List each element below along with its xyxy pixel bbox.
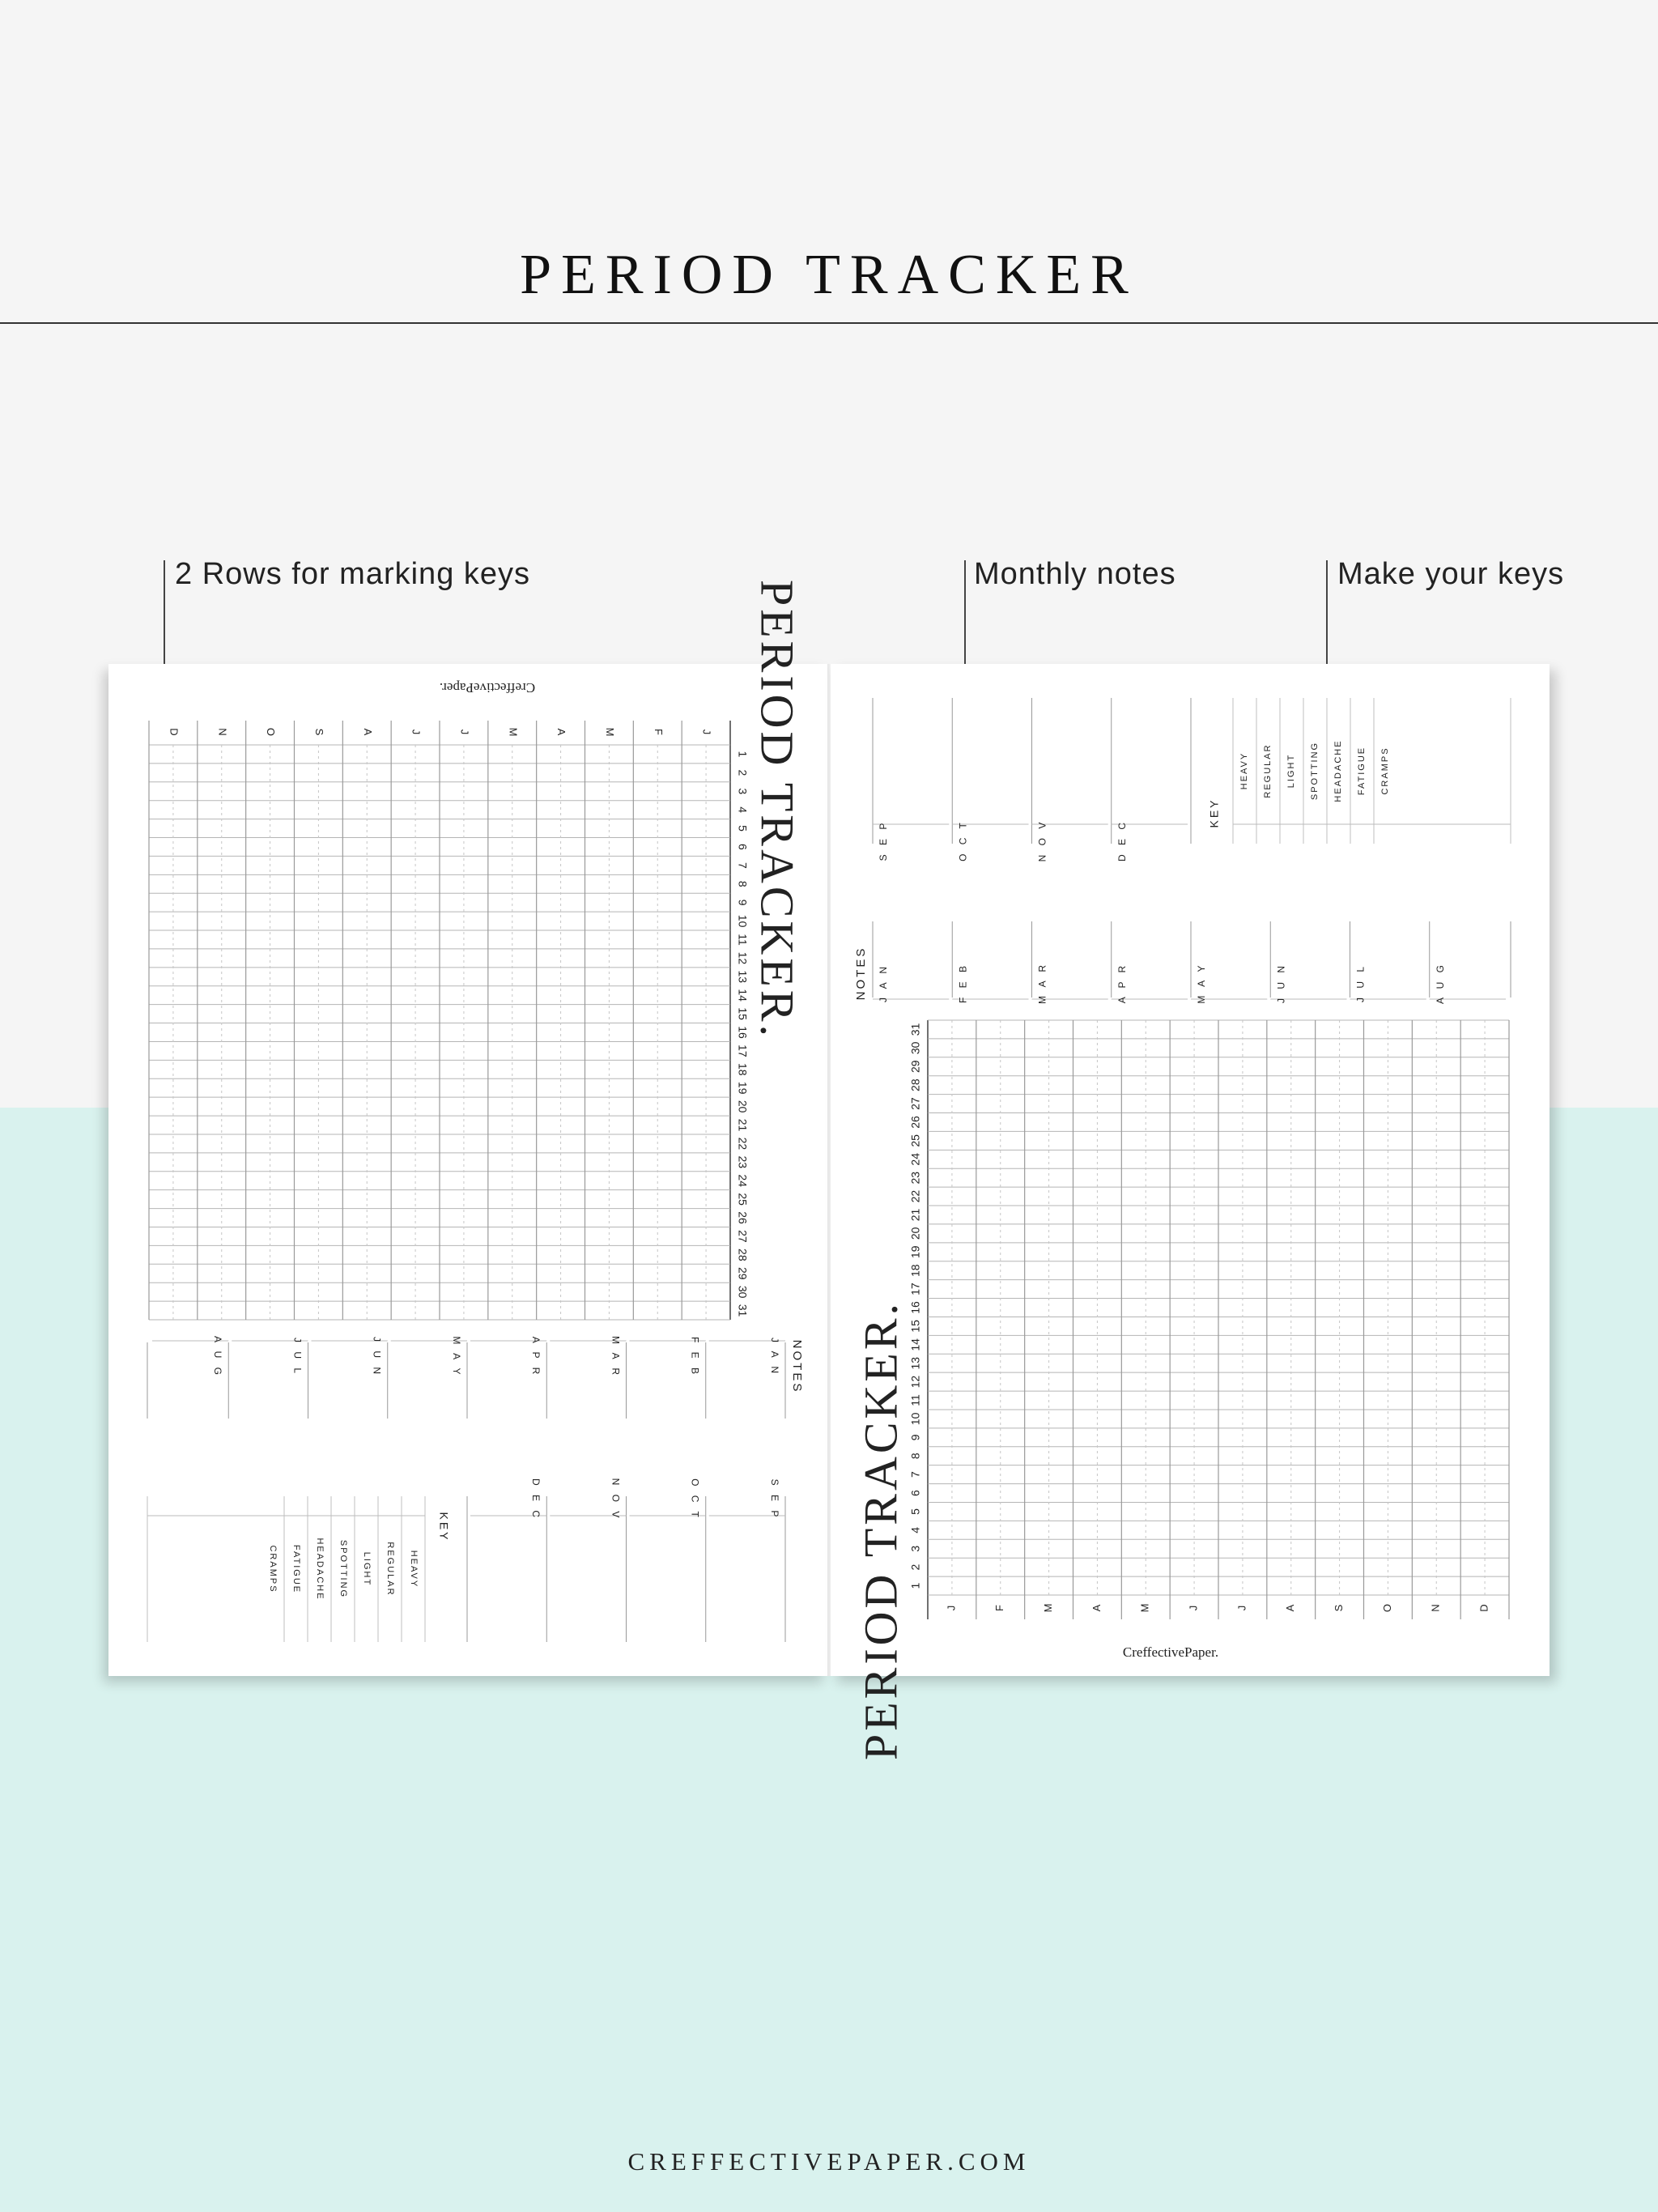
notes-row-1 — [147, 1336, 785, 1419]
month-label: J — [1187, 1605, 1200, 1611]
callout-rows-keys: 2 Rows for marking keys — [175, 557, 531, 591]
month-label: F — [993, 1605, 1006, 1611]
month-label: N — [1429, 1604, 1442, 1612]
day-number: 22 — [736, 1137, 750, 1151]
brand-mark: CreffectivePaper. — [1122, 1644, 1219, 1660]
day-number: 15 — [908, 1320, 922, 1333]
day-number: 24 — [736, 1174, 750, 1188]
month-label: A — [361, 728, 374, 736]
month-label: D — [168, 728, 181, 736]
month-label: M — [1138, 1603, 1151, 1613]
notes-month-label: J A N — [768, 1337, 780, 1377]
key-item: SPOTTING — [1309, 741, 1320, 801]
notes-month-label: M A Y — [1196, 962, 1208, 1004]
day-number: 14 — [736, 989, 750, 1002]
notes-row-1 — [873, 921, 1511, 1004]
key-block — [147, 1496, 467, 1642]
day-number: 1 — [736, 751, 750, 758]
day-number: 9 — [908, 1434, 922, 1441]
day-number: 4 — [736, 806, 750, 814]
key-item: CRAMPS — [1380, 747, 1390, 795]
day-number: 9 — [736, 899, 750, 906]
month-label: J — [1235, 1605, 1248, 1611]
key-item: SPOTTING — [338, 1539, 349, 1599]
month-label: J — [700, 729, 713, 735]
day-number: 28 — [908, 1078, 922, 1091]
month-label: J — [458, 729, 471, 735]
day-number: 19 — [908, 1245, 922, 1259]
day-number: 3 — [908, 1545, 922, 1552]
notes-month-label: N O V — [610, 1478, 622, 1521]
day-number: 15 — [736, 1007, 750, 1020]
day-number: 5 — [908, 1508, 922, 1515]
notes-label: NOTES — [790, 1339, 805, 1394]
day-number: 19 — [736, 1081, 750, 1095]
day-number: 31 — [908, 1023, 922, 1036]
day-number: 30 — [736, 1285, 750, 1299]
key-item: REGULAR — [385, 1542, 396, 1597]
day-number: 6 — [908, 1490, 922, 1496]
notes-month-label: A U G — [1434, 961, 1446, 1005]
day-number: 8 — [736, 880, 750, 887]
key-item: CRAMPS — [268, 1545, 278, 1593]
day-number: 7 — [908, 1471, 922, 1478]
day-number: 12 — [736, 951, 750, 965]
notes-month-label: O C T — [957, 819, 969, 861]
day-number: 13 — [908, 1356, 922, 1370]
key-item: HEAVY — [409, 1550, 419, 1589]
month-label: M — [603, 727, 616, 737]
planner-page-right — [831, 664, 1550, 1761]
banner-divider — [0, 322, 1658, 324]
month-label: O — [1380, 1603, 1393, 1613]
day-number: 28 — [736, 1249, 750, 1261]
day-number: 8 — [908, 1453, 922, 1460]
notes-month-label: A P R — [530, 1336, 542, 1378]
footer-url: CREFFECTIVEPAPER.COM — [627, 2147, 1031, 2176]
day-number: 17 — [908, 1283, 922, 1295]
day-number: 23 — [736, 1155, 750, 1169]
day-number: 29 — [736, 1266, 750, 1280]
key-item: REGULAR — [1262, 743, 1273, 798]
day-number: 21 — [736, 1118, 750, 1132]
brand-mark: CreffectivePaper. — [439, 680, 536, 696]
notes-month-label: J U L — [291, 1337, 304, 1377]
day-number: 18 — [736, 1063, 750, 1076]
notes-row-2 — [470, 1478, 785, 1642]
day-number: 30 — [908, 1041, 922, 1055]
notes-month-label: J A N — [878, 963, 890, 1003]
notes-month-label: N O V — [1036, 819, 1048, 862]
key-label: KEY — [1207, 798, 1221, 828]
notes-month-label: F E B — [957, 962, 969, 1004]
day-number: 24 — [908, 1152, 922, 1166]
tracker-grid — [909, 1020, 1509, 1619]
key-block — [1191, 698, 1511, 844]
day-number: 11 — [736, 934, 750, 946]
page-root — [147, 580, 804, 1642]
day-number: 29 — [908, 1060, 922, 1074]
tracker-title: PERIOD TRACKER. — [854, 1300, 908, 1761]
month-label: A — [555, 728, 568, 736]
day-number: 25 — [736, 1193, 750, 1206]
day-number: 10 — [736, 914, 750, 928]
day-number: 22 — [908, 1189, 922, 1203]
day-number: 5 — [736, 825, 750, 832]
key-item: HEAVY — [1239, 751, 1249, 790]
month-label: N — [216, 728, 229, 736]
month-label: M — [507, 727, 520, 737]
month-label: S — [1333, 1604, 1346, 1612]
notes-month-label: S E P — [768, 1478, 780, 1521]
key-item: LIGHT — [1286, 753, 1296, 789]
day-number: 4 — [908, 1526, 922, 1534]
callout-monthly-notes: Monthly notes — [974, 557, 1176, 591]
day-number: 3 — [736, 788, 750, 795]
notes-month-label: J U N — [1275, 963, 1287, 1003]
day-number: 11 — [908, 1394, 922, 1406]
banner-title: PERIOD TRACKER — [520, 244, 1138, 306]
day-number: 25 — [908, 1134, 922, 1147]
day-number: 23 — [908, 1171, 922, 1185]
page-root — [854, 698, 1511, 1760]
month-label: O — [265, 727, 278, 737]
month-label: F — [652, 729, 665, 735]
notes-month-label: M A R — [1036, 961, 1048, 1005]
day-number: 26 — [736, 1211, 750, 1224]
notes-month-label: M A R — [610, 1335, 622, 1379]
planner-page-left — [108, 579, 827, 1676]
day-number: 1 — [908, 1582, 922, 1589]
day-number: 26 — [908, 1116, 922, 1129]
tracker-title: PERIOD TRACKER. — [750, 579, 804, 1040]
notes-row-2 — [873, 698, 1188, 861]
notes-month-label: D E C — [530, 1478, 542, 1521]
day-number: 2 — [736, 769, 750, 776]
month-label: A — [1284, 1604, 1297, 1612]
day-number: 31 — [736, 1304, 750, 1317]
notes-month-label: A P R — [1116, 962, 1128, 1004]
tracker-grid — [149, 721, 749, 1320]
day-number: 14 — [908, 1338, 922, 1351]
day-number: 2 — [908, 1563, 922, 1571]
day-number: 12 — [908, 1375, 922, 1389]
day-number: 27 — [736, 1230, 750, 1243]
key-item: FATIGUE — [291, 1544, 302, 1594]
day-number: 16 — [908, 1301, 922, 1314]
month-label: M — [1042, 1603, 1055, 1613]
notes-month-label: F E B — [689, 1336, 701, 1378]
day-number: 21 — [908, 1208, 922, 1222]
key-item: LIGHT — [362, 1551, 372, 1587]
day-number: 10 — [908, 1412, 922, 1426]
month-label: S — [312, 728, 325, 736]
key-label: KEY — [437, 1512, 451, 1542]
callout-make-keys: Make your keys — [1337, 557, 1565, 591]
key-item: HEADACHE — [315, 1538, 325, 1601]
notes-month-label: A U G — [212, 1335, 224, 1379]
notes-month-label: O C T — [689, 1478, 701, 1521]
notes-month-label: D E C — [1116, 819, 1128, 862]
notes-month-label: M A Y — [450, 1336, 462, 1378]
day-number: 20 — [908, 1227, 922, 1240]
month-label: A — [1090, 1604, 1103, 1612]
month-label: D — [1477, 1604, 1490, 1612]
day-number: 16 — [736, 1026, 750, 1039]
month-label: J — [410, 729, 423, 735]
notes-label: NOTES — [853, 946, 868, 1001]
key-item: FATIGUE — [1356, 746, 1367, 796]
notes-month-label: S E P — [878, 819, 890, 861]
day-number: 18 — [908, 1264, 922, 1277]
day-number: 7 — [736, 861, 750, 869]
day-number: 6 — [736, 844, 750, 850]
day-number: 20 — [736, 1100, 750, 1113]
day-number: 17 — [736, 1044, 750, 1057]
key-item: HEADACHE — [1333, 739, 1343, 802]
day-number: 13 — [736, 970, 750, 984]
notes-month-label: J U N — [371, 1337, 383, 1377]
month-label: J — [945, 1605, 958, 1611]
right-page-layout — [831, 664, 1550, 1761]
left-page-layout — [108, 579, 827, 1676]
day-number: 27 — [908, 1097, 922, 1110]
notes-month-label: J U L — [1354, 963, 1367, 1003]
